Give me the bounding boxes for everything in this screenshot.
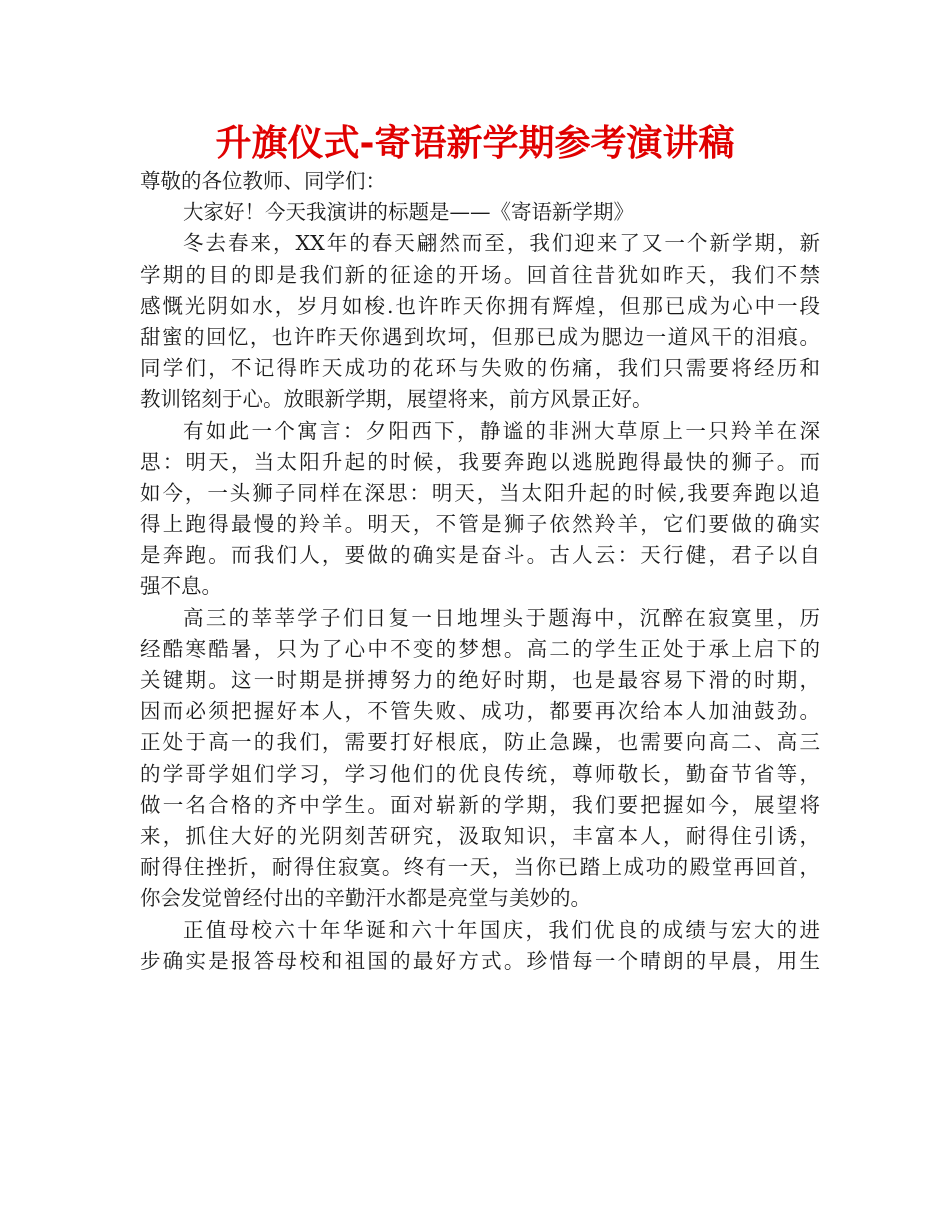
text-line: 如今，一头狮子同样在深思：明天，当太阳升起的时候,我要奔跑以追 bbox=[140, 480, 820, 505]
text-line: 学期的目的即是我们新的征途的开场。回首往昔犹如昨天，我们不禁 bbox=[140, 262, 820, 287]
text-line: 的学哥学姐们学习，学习他们的优良传统，尊师敬长，勤奋节省等， bbox=[140, 761, 820, 786]
text-line: 甜蜜的回忆，也许昨天你遇到坎坷，但那已成为腮边一道风干的泪痕。 bbox=[140, 324, 820, 349]
text-line: 步确实是报答母校和祖国的最好方式。珍惜每一个晴朗的早晨，用生 bbox=[140, 948, 820, 973]
text-line: 有如此一个寓言：夕阳西下，静谧的非洲大草原上一只羚羊在深 bbox=[183, 418, 820, 443]
text-line: 思：明天，当太阳升起的时候，我要奔跑以逃脱跑得最快的狮子。而 bbox=[140, 449, 820, 474]
text-line: 强不息。 bbox=[140, 574, 222, 599]
document-title: 升旗仪式-寄语新学期参考演讲稿 bbox=[215, 123, 735, 164]
text-line: 关键期。这一时期是拼搏努力的绝好时期，也是最容易下滑的时期， bbox=[140, 668, 820, 692]
text-line: 经酷寒酷暑，只为了心中不变的梦想。高二的学生正处于承上启下的 bbox=[140, 636, 820, 661]
text-line: 冬去春来，XX年的春天翩然而至，我们迎来了又一个新学期，新 bbox=[183, 231, 820, 256]
text-line: 教训铭刻于心。放眼新学期，展望将来，前方风景正好。 bbox=[140, 387, 653, 412]
text-line: 是奔跑。而我们人，要做的确实是奋斗。古人云：天行健，君子以自 bbox=[140, 543, 820, 568]
text-line: 做一名合格的齐中学生。面对崭新的学期，我们要把握如今，展望将 bbox=[140, 792, 820, 817]
text-line: 感慨光阴如水，岁月如梭.也许昨天你拥有辉煌，但那已成为心中一段 bbox=[140, 293, 820, 318]
text-line: 尊敬的各位教师、同学们： bbox=[140, 169, 386, 193]
text-line: 正值母校六十年华诞和六十年国庆，我们优良的成绩与宏大的进 bbox=[183, 917, 820, 942]
text-line: 来，抓住大好的光阴刻苦研究，汲取知识，丰富本人，耐得住引诱， bbox=[140, 823, 820, 848]
text-line: 高三的莘莘学子们日复一日地埋头于题海中，沉醉在寂寞里，历 bbox=[183, 605, 820, 630]
text-line: 得上跑得最慢的羚羊。明天，不管是狮子依然羚羊，它们要做的确实 bbox=[140, 512, 820, 537]
text-line: 正处于高一的我们，需要打好根底，防止急躁，也需要向高二、高三 bbox=[140, 730, 820, 755]
text-line: 耐得住挫折，耐得住寂寞。终有一天，当你已踏上成功的殿堂再回首， bbox=[140, 855, 820, 880]
document-body bbox=[140, 166, 820, 977]
text-line: 你会发觉曾经付出的辛勤汗水都是亮堂与美妙的。 bbox=[140, 886, 591, 911]
text-line: 大家好！今天我演讲的标题是——《寄语新学期》 bbox=[183, 200, 634, 225]
text-line: 因而必须把握好本人，不管失败、成功，都要再次给本人加油鼓劲。 bbox=[140, 699, 820, 724]
text-line: 同学们，不记得昨天成功的花环与失败的伤痛，我们只需要将经历和 bbox=[140, 356, 820, 381]
